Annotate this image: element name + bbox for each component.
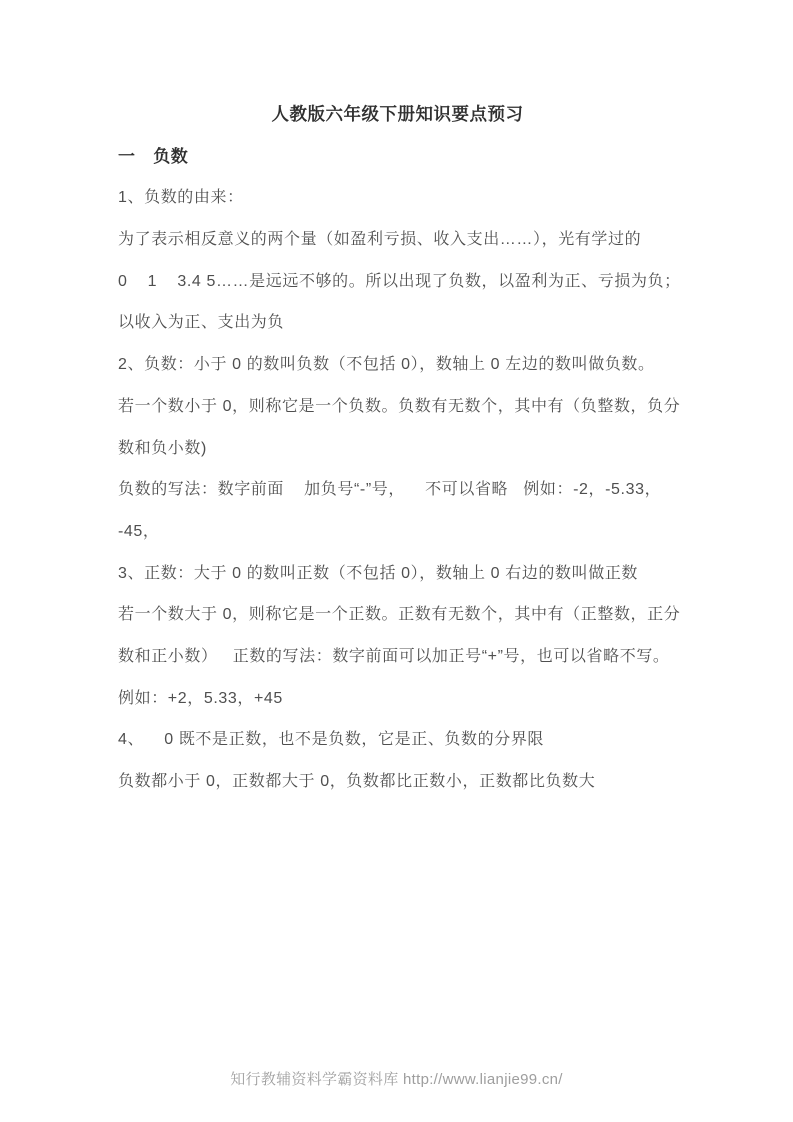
text-line: 以收入为正、支出为负: [118, 314, 285, 332]
text-line: 1、负数的由来：: [118, 189, 244, 207]
footer-watermark: 知行教辅资料学霸资料库 http://www.lianjie99.cn/: [230, 1071, 563, 1088]
text-line: 数和正小数） 正数的写法：数字前面可以加正号“+”号，也可以省略不写。: [118, 647, 670, 665]
text-line: 例如：+2，5.33，+45: [118, 689, 283, 707]
text-line: 数和负小数): [118, 439, 207, 457]
text-line: 为了表示相反意义的两个量（如盈利亏损、收入支出……），光有学过的: [118, 231, 642, 249]
text-line: 3、正数：大于 0 的数叫正数（不包括 0），数轴上 0 右边的数叫做正数: [118, 564, 639, 582]
text-line: -45，: [118, 522, 160, 540]
text-line: 负数的写法：数字前面 加负号“-”号， 不可以省略 例如：-2，-5.33，: [118, 481, 662, 499]
section-heading: 一 负数: [118, 146, 189, 166]
paragraph-lines: [118, 177, 681, 802]
text-line: 0 1 3.4 5……是远远不够的。所以出现了负数，以盈利为正、亏损为负；: [118, 272, 681, 290]
page-title: 人教版六年级下册知识要点预习: [271, 104, 524, 124]
text-line: 负数都小于 0，正数都大于 0，负数都比正数小，正数都比负数大: [118, 773, 596, 790]
text-line: 2、负数：小于 0 的数叫负数（不包括 0），数轴上 0 左边的数叫做负数。: [118, 356, 655, 374]
text-line: 若一个数小于 0，则称它是一个负数。负数有无数个，其中有（负整数，负分: [118, 397, 681, 415]
document-body: [118, 94, 681, 803]
text-line: 若一个数大于 0，则称它是一个正数。正数有无数个，其中有（正整数，正分: [118, 606, 681, 624]
text-line: 4、 0 既不是正数，也不是负数，它是正、负数的分界限: [118, 731, 545, 749]
